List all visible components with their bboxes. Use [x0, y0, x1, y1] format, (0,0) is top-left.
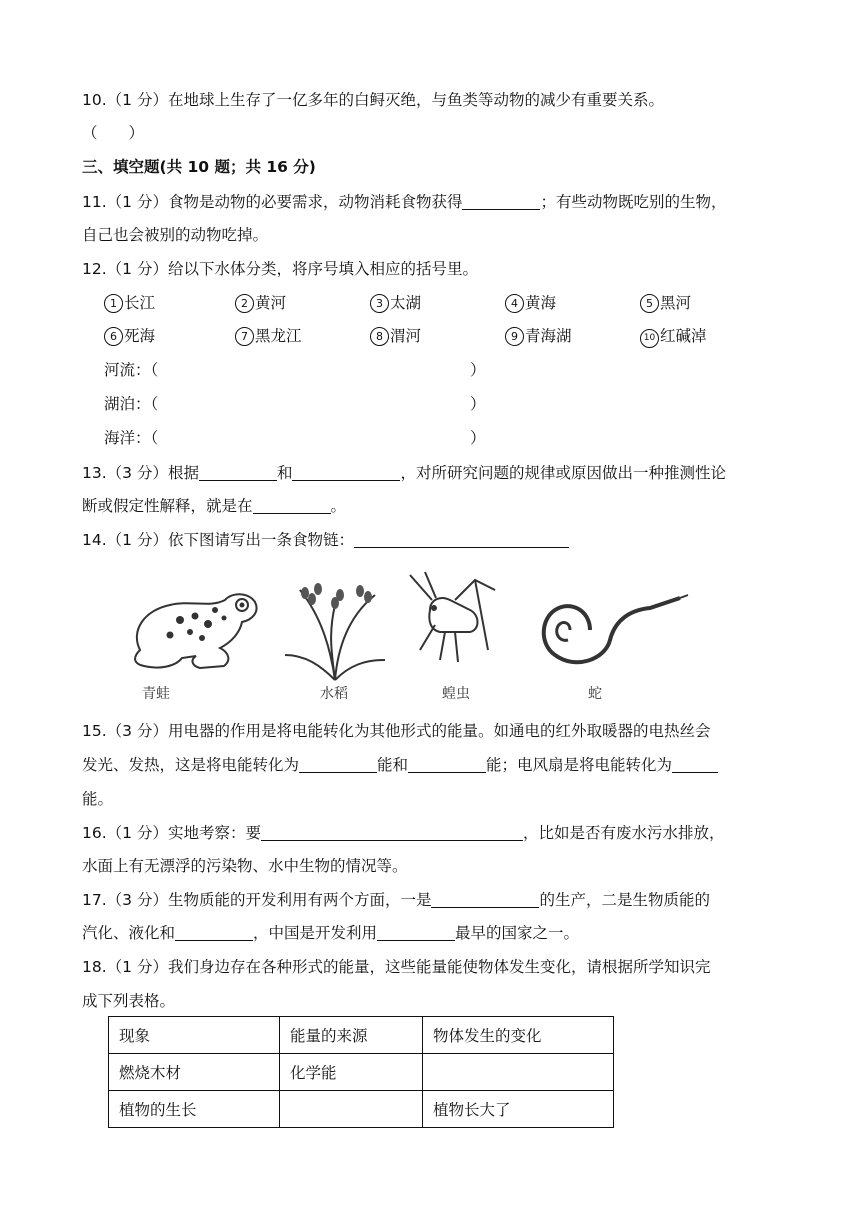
q12-sea-label: 海洋：（ — [104, 429, 159, 447]
q14-line: 14.（1 分）依下图请写出一条食物链： — [82, 530, 569, 550]
q12-option: 6 死海 — [104, 326, 155, 346]
section-title: 三、填空题(共 10 题；共 16 分) — [82, 158, 316, 176]
q17-line1: 17.（3 分）生物质能的开发利用有两个方面，一是 的生产，二是生物质能的 — [82, 891, 710, 909]
q15-blank-1[interactable] — [299, 756, 377, 773]
table-cell: 植物的生长 — [109, 1091, 280, 1128]
q12-option: 9 青海湖 — [505, 326, 572, 346]
frog-illustration — [120, 580, 270, 680]
rice-illustration — [280, 575, 390, 685]
q12-option: 1 长江 — [104, 293, 155, 313]
table-cell-blank[interactable] — [423, 1054, 614, 1091]
q12-river-close: ） — [470, 361, 486, 379]
table-row — [109, 1091, 614, 1128]
table-header-row — [109, 1017, 614, 1054]
q15-line3: 能。 — [82, 790, 114, 808]
q11-line1 — [82, 192, 726, 212]
grasshopper-illustration — [400, 570, 510, 680]
q17-blank-2[interactable] — [175, 924, 253, 941]
q16-blank[interactable] — [261, 824, 523, 841]
q16-line1: 16.（1 分）实地考察：要 ，比如是否有废水污水排放， — [82, 824, 725, 842]
table-row — [109, 1054, 614, 1091]
snake-label: 蛇 — [588, 686, 602, 702]
q10-answer-paren: （ ） — [82, 124, 145, 142]
table-cell: 化学能 — [280, 1054, 423, 1091]
q15-line1: 15.（3 分）用电器的作用是将电能转化为其他形式的能量。如通电的红外取暖器的电热丝会 — [82, 722, 711, 740]
q11-blank[interactable] — [462, 193, 540, 210]
q12-option: 10 红碱淖 — [640, 326, 707, 348]
q12-sea-close: ） — [470, 429, 486, 447]
table-cell-blank[interactable] — [280, 1091, 423, 1128]
q12-text: 12.（1 分）给以下水体分类，将序号填入相应的括号里。 — [82, 260, 478, 278]
q13-line1: 13.（3 分）根据 和 ，对所研究问题的规律或原因做出一种推测性论 — [82, 464, 726, 482]
q17-blank-1[interactable] — [431, 891, 539, 908]
q12-option: 8 渭河 — [370, 326, 421, 346]
frog-label: 青蛙 — [142, 686, 170, 702]
table-header-cell: 物体发生的变化 — [423, 1017, 614, 1054]
q18-line1: 18.（1 分）我们身边存在各种形式的能量，这些能量能使物体发生变化，请根据所学知识完 — [82, 958, 711, 976]
table-cell: 燃烧木材 — [109, 1054, 280, 1091]
q13-line2: 断或假定性解释，就是在 。 — [82, 497, 347, 515]
q15-blank-3[interactable] — [672, 756, 718, 773]
q11-text-a: 11.（1 分）食物是动物的必要需求，动物消耗食物获得 — [82, 193, 463, 211]
q13-blank-3[interactable] — [253, 497, 331, 514]
food-chain-figure — [110, 570, 690, 710]
q13-blank-2[interactable] — [292, 464, 400, 481]
q12-lake-close: ） — [470, 395, 486, 413]
q12-option: 4 黄海 — [505, 293, 556, 313]
grasshopper-label: 蝗虫 — [442, 686, 470, 702]
q10-text: 10.（1 分）在地球上生存了一亿多年的白鲟灭绝，与鱼类等动物的减少有重要关系。 — [82, 91, 664, 109]
q17-line2: 汽化、液化和 ，中国是开发利用 最早的国家之一。 — [82, 924, 580, 942]
table-header-cell: 现象 — [109, 1017, 280, 1054]
table-cell: 植物长大了 — [423, 1091, 614, 1128]
energy-table — [108, 1016, 614, 1128]
rice-label: 水稻 — [320, 686, 348, 702]
q17-blank-3[interactable] — [377, 924, 455, 941]
q11-text-b: ；有些动物既吃别的生物， — [540, 193, 727, 211]
q15-line2: 发光、发热，这是将电能转化为 能和 能；电风扇是将电能转化为 — [82, 755, 718, 775]
q14-blank[interactable] — [354, 531, 569, 548]
q15-blank-2[interactable] — [408, 756, 486, 773]
q13-blank-1[interactable] — [199, 464, 277, 481]
q12-river-label: 河流：（ — [104, 361, 159, 379]
q12-option: 7 黑龙江 — [235, 326, 302, 346]
q12-option: 5 黑河 — [640, 293, 691, 313]
q12-option: 3 太湖 — [370, 293, 421, 313]
q11-line2: 自己也会被别的动物吃掉。 — [82, 226, 269, 244]
q18-line2: 成下列表格。 — [82, 992, 176, 1010]
snake-illustration — [530, 580, 690, 680]
table-header-cell: 能量的来源 — [280, 1017, 423, 1054]
q16-line2: 水面上有无漂浮的污染物、水中生物的情况等。 — [82, 857, 408, 875]
q12-option: 2 黄河 — [235, 293, 286, 313]
q12-lake-label: 湖泊：（ — [104, 395, 159, 413]
